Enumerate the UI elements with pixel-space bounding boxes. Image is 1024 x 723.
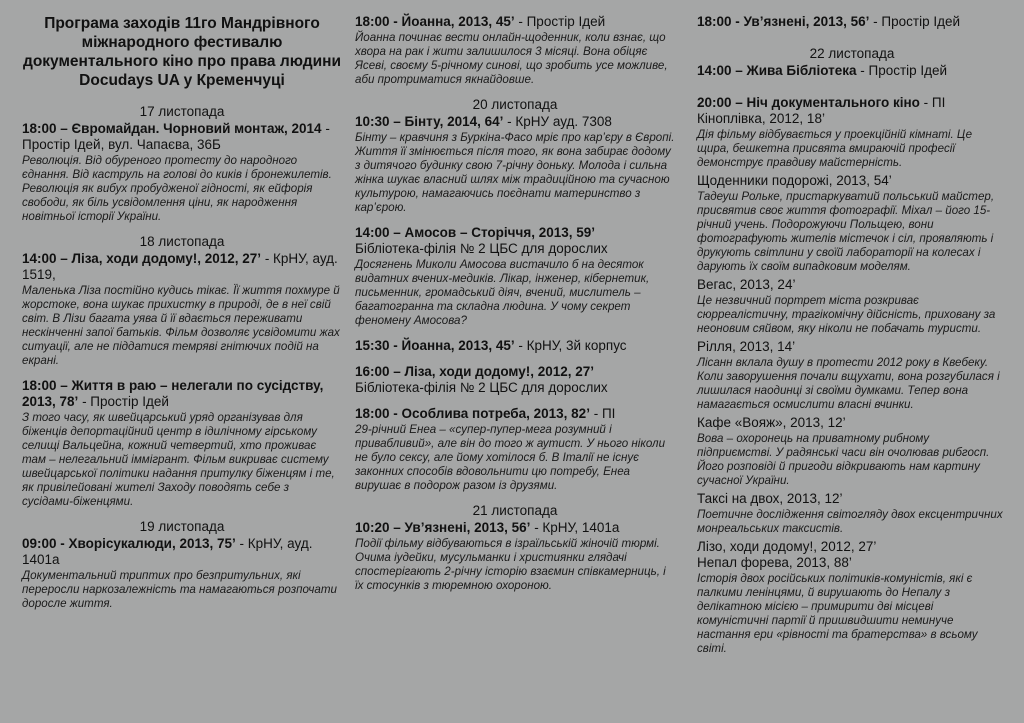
film-title: Непал форева, 2013, 88’ [697, 555, 852, 570]
film-liza [697, 539, 1007, 555]
column-2 [355, 14, 675, 603]
film-title: Таксі на двох, 2013, 12’ [697, 491, 843, 506]
event-amosov [355, 225, 675, 328]
event-living-library [697, 63, 1007, 79]
event-description: Маленька Ліза постійно кудись тікає. Її життя похмуре й жорстоке, вона шукає прихистку в природі, де в неї свій світ. В Лізи багата уява й її вдається переживати нескінченні запої батьків. Фільм дозволяє усвідомити жах ситуації, але не піддатися темряві гнітючих подій на екрані. [22, 284, 340, 367]
event-place: Бібліотека-філія № 2 ЦБС для дорослих [355, 380, 608, 395]
event-title: 15:30 - Йоанна, 2013, 45’ [355, 338, 515, 353]
event-place: Бібліотека-філія № 2 ЦБС для дорослих [355, 241, 608, 256]
event-place: - ПІ [919, 95, 946, 110]
event-place: - КрНУ, 1401а [530, 520, 620, 535]
event-place: - КрНУ, 3й корпус [514, 338, 627, 353]
event-place: - ПІ [589, 406, 616, 421]
event-title: 10:30 – Бінту, 2014, 64’ [355, 114, 504, 129]
event-title: 18:00 - Ув’язнені, 2013, 56’ [697, 14, 870, 29]
event-liza [22, 251, 342, 368]
film-description: Це незвичний портрет міста розкриває сюрреалістичну, трагікомічну дійсність, приховану за неоновим сяйвом, яку ніколи не побачать туристи. [697, 294, 996, 335]
event-place: - Простір Ідей, вул. Чапаєва, 36Б [22, 121, 330, 152]
day-heading-18: 18 листопада [139, 234, 225, 249]
document-title: Програма заходів 11го Мандрівного міжнародного фестивалю документального кіно про права людини Docudays UA у Кременчуці [22, 15, 341, 89]
column-1 [22, 14, 342, 621]
event-bintu [355, 114, 675, 215]
event-title: 18:00 - Йоанна, 2013, 45’ [355, 14, 515, 29]
film-description: Дія фільму відбувається у проекційній кімнаті. Це щира, бешкетна присвята вмираючій професії демонструє правдиву майстерність. [697, 128, 973, 169]
event-doc-night [697, 95, 1007, 170]
event-joanna-2 [355, 338, 675, 354]
event-special-need [355, 406, 675, 493]
film-description: Лісанн вклала душу в протести 2012 року в Квебеку. Коли заворушення почали вщухати, вона розгубилася і лишилася наодинці зі своїми думками. Тепер вона намагається осмислити власні вчинки. [697, 356, 1000, 411]
event-title: 20:00 – Ніч документального кіно [697, 95, 920, 110]
film-travel-diaries [697, 173, 1007, 274]
event-title: 09:00 - Хворісукалюди, 2013, 75’ [22, 536, 236, 551]
event-title: 14:00 – Амосов – Сторіччя, 2013, 59’ [355, 225, 596, 240]
event-title: 18:00 – Євромайдан. Чорновий монтаж, 2014 [22, 121, 322, 136]
day-heading-22: 22 листопада [809, 46, 895, 61]
event-description: Бінту – кравчиня з Буркіна-Фасо мріє про кар’єру в Європі. Життя її змінюється після того, як вона забирає додому з дитячого будинку свою 7-річну доньку. Молода і сильна жінка шукає власний шлях між традиційною та сучасною культурою, намагаючись поєднати материнство з кар’єрою. [355, 131, 675, 214]
event-title: 10:20 – Ув’язнені, 2013, 56’ [355, 520, 531, 535]
event-prisoners-2 [697, 14, 1007, 30]
film-description: Поетичне дослідження світогляду двох ексцентричних монреальських таксистів. [697, 508, 1003, 535]
film-title: Лізо, ходи додому!, 2012, 27’ [697, 539, 877, 554]
film-nepal-forever [697, 555, 1007, 656]
event-description: Революція. Від обуреного протесту до народного єднання. Від каструль на голові до киків і бронежилетів. Революція як вибух пробудженої гідності, як ейфорія свободи, як біль усвідомлення ціни, як народження новітньої історії України. [22, 154, 332, 223]
film-description: Тадеуш Рольке, пристаркуватий польський майстер, присвятив своє життя фотографії. Міхал – його 15-річний учень. Подорожуючи Польщею, вони фотографують жителів містечок і сіл, проявляють і друкують світлини у своїй лабораторії на колесах і дарують їх своїм випадковим моделям. [697, 190, 995, 273]
day-heading-21: 21 листопада [472, 503, 558, 518]
event-khvorisukaliudy [22, 536, 342, 611]
event-place: - КрНУ, ауд. 1519, [22, 251, 338, 282]
event-life-in-paradise [22, 378, 342, 509]
event-place: - Простір Ідей [856, 63, 948, 78]
film-title: Кафе «Вояж», 2013, 12’ [697, 415, 846, 430]
event-description: Йоанна починає вести онлайн-щоденник, коли взнає, що хвора на рак і жити залишилося 3 місяці. Вона обіцяє Ясеві, своєму 5-річному синові, що зробить усе можливе, аби протриматися якнайдовше. [355, 31, 668, 86]
day-heading-20: 20 листопада [472, 97, 558, 112]
event-liza-2 [355, 364, 675, 396]
day-heading-19: 19 листопада [139, 519, 225, 534]
event-place: - Простір Ідей [78, 394, 169, 409]
film-taxi-for-two [697, 491, 1007, 536]
event-description: Досягнень Миколи Амосова вистачило б на десяток видатних вчених-медиків. Лікар, інженер, кібернетик, письменник, громадський діяч, вчений, мислитель – багатогранна та складна людина. У чому секрет феномену Амосова? [355, 258, 650, 327]
event-title: 18:00 - Особлива потреба, 2013, 82’ [355, 406, 590, 421]
event-title: 16:00 – Ліза, ходи додому!, 2012, 27’ [355, 364, 595, 379]
film-description: Історія двох російських політиків-комуністів, які є палкими ленінцями, й вирушають до Непалу з делікатною місією – примирити дві місцеві комуністичні партії й пришвидшити неминуче настання ери «рівності та братерства» в всьому світі. [697, 572, 978, 655]
event-place: - Простір Ідей [869, 14, 961, 29]
event-description: Події фільму відбуваються в ізраїльській жіночій тюрмі. Очима іудейки, мусульманки і християнки глядачі спостерігають 2-річну історію взаємин співкамерниць, і їх стосунків з тюремною охороною. [355, 537, 666, 592]
column-3 [697, 14, 1007, 659]
event-euromaidan [22, 121, 342, 224]
event-description: Документальний триптих про безпритульних, які переросли наркозалежність та намагаються розпочати доросле життя. [22, 569, 337, 610]
event-place: - КрНУ, ауд. 1401а [22, 536, 313, 567]
event-place: - КрНУ ауд. 7308 [503, 114, 612, 129]
film-title: Кіноплівка, 2012, 18’ [697, 111, 825, 126]
film-description: Вова – охоронець на приватному рибному підприємстві. У радянські часи він очолював рибгосп. Його розповіді й пригоди відкривають нам картину сучасної України. [697, 432, 990, 487]
event-title: 18:00 – Життя в раю – нелегали по сусідству, 2013, 78’ [22, 378, 324, 409]
film-title: Рілля, 2013, 14’ [697, 339, 796, 354]
film-cafe-voyage [697, 415, 1007, 488]
event-prisoners [355, 520, 675, 593]
event-description: 29-річний Енеа – «супер-пупер-мега розумний і привабливий», але він до того ж аутист. У нього ніколи не було сексу, але йому хотілося б. В Італії не існує законних способів вдовольнити цю потребу, Енеа вирушає в подорож разом із друзями. [355, 423, 666, 492]
film-title: Щоденники подорожі, 2013, 54’ [697, 173, 892, 188]
event-place: - Простір Ідей [514, 14, 606, 29]
event-joanna [355, 14, 675, 87]
event-description: З того часу, як швейцарський уряд організував для біженців депортаційний центр в ідилічному гірському селищі Вальцейна, кожний четвертий, хто проживає там – нелегальний іммігрант. Фільм викриває систему швейцарської політики надання притулку біженцям і те, як привілейовані жителі Заходу поводять себе з сусідами-біженцями. [22, 411, 335, 508]
day-heading-17: 17 листопада [139, 104, 225, 119]
film-title: Вегас, 2013, 24’ [697, 277, 796, 292]
event-title: 14:00 – Ліза, ходи додому!, 2012, 27’ [22, 251, 262, 266]
film-rillia [697, 339, 1007, 412]
film-vegas [697, 277, 1007, 336]
event-title: 14:00 – Жива Бібліотека [697, 63, 857, 78]
